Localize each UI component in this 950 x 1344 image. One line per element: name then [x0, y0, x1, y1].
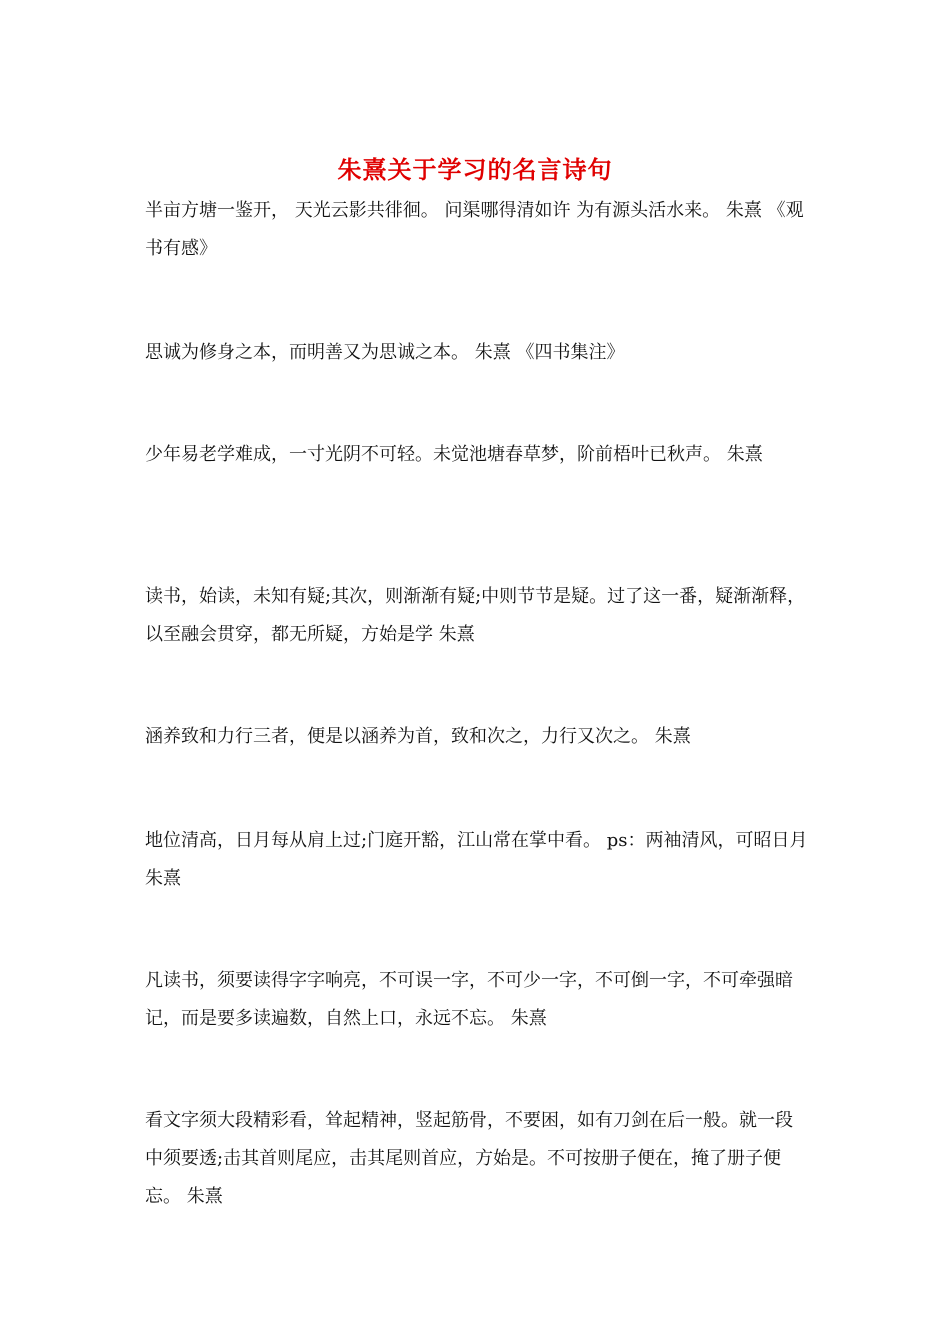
quote-paragraph-2: 思诚为修身之本，而明善又为思诚之本。 朱熹 《四书集注》 — [145, 342, 625, 363]
quote-paragraph-3: 少年易老学难成，一寸光阴不可轻。未觉池塘春草梦，阶前梧叶已秋声。 朱熹 — [145, 444, 763, 465]
quote-paragraph-5: 涵养致和力行三者，便是以涵养为首，致和次之，力行又次之。 朱熹 — [145, 726, 691, 747]
quote-paragraph-6: 地位清高，日月每从肩上过;门庭开豁，江山常在掌中看。 ps：两袖清风，可昭日月 朱熹 — [145, 830, 808, 889]
quote-paragraph-4: 读书，始读，未知有疑;其次，则渐渐有疑;中则节节是疑。过了这一番，疑渐渐释，以至融会贯穿，都无所疑，方始是学 朱熹 — [145, 586, 806, 645]
quote-paragraph-8: 看文字须大段精彩看，耸起精神，竖起筋骨，不要困，如有刀剑在后一般。就一段中须要透;击其首则尾应，击其尾则首应，方始是。不可按册子便在，掩了册子便忘。 朱熹 — [145, 1110, 793, 1207]
quote-paragraph-1: 半亩方塘一鉴开， 天光云影共徘徊。 问渠哪得清如许 为有源头活水来。 朱熹 《观书有感》 — [145, 200, 804, 259]
quote-paragraph-7: 凡读书，须要读得字字响亮，不可误一字，不可少一字，不可倒一字，不可牵强暗记，而是要多读遍数，自然上口，永远不忘。 朱熹 — [145, 970, 793, 1029]
page-title: 朱熹关于学习的名言诗句 — [337, 155, 613, 184]
